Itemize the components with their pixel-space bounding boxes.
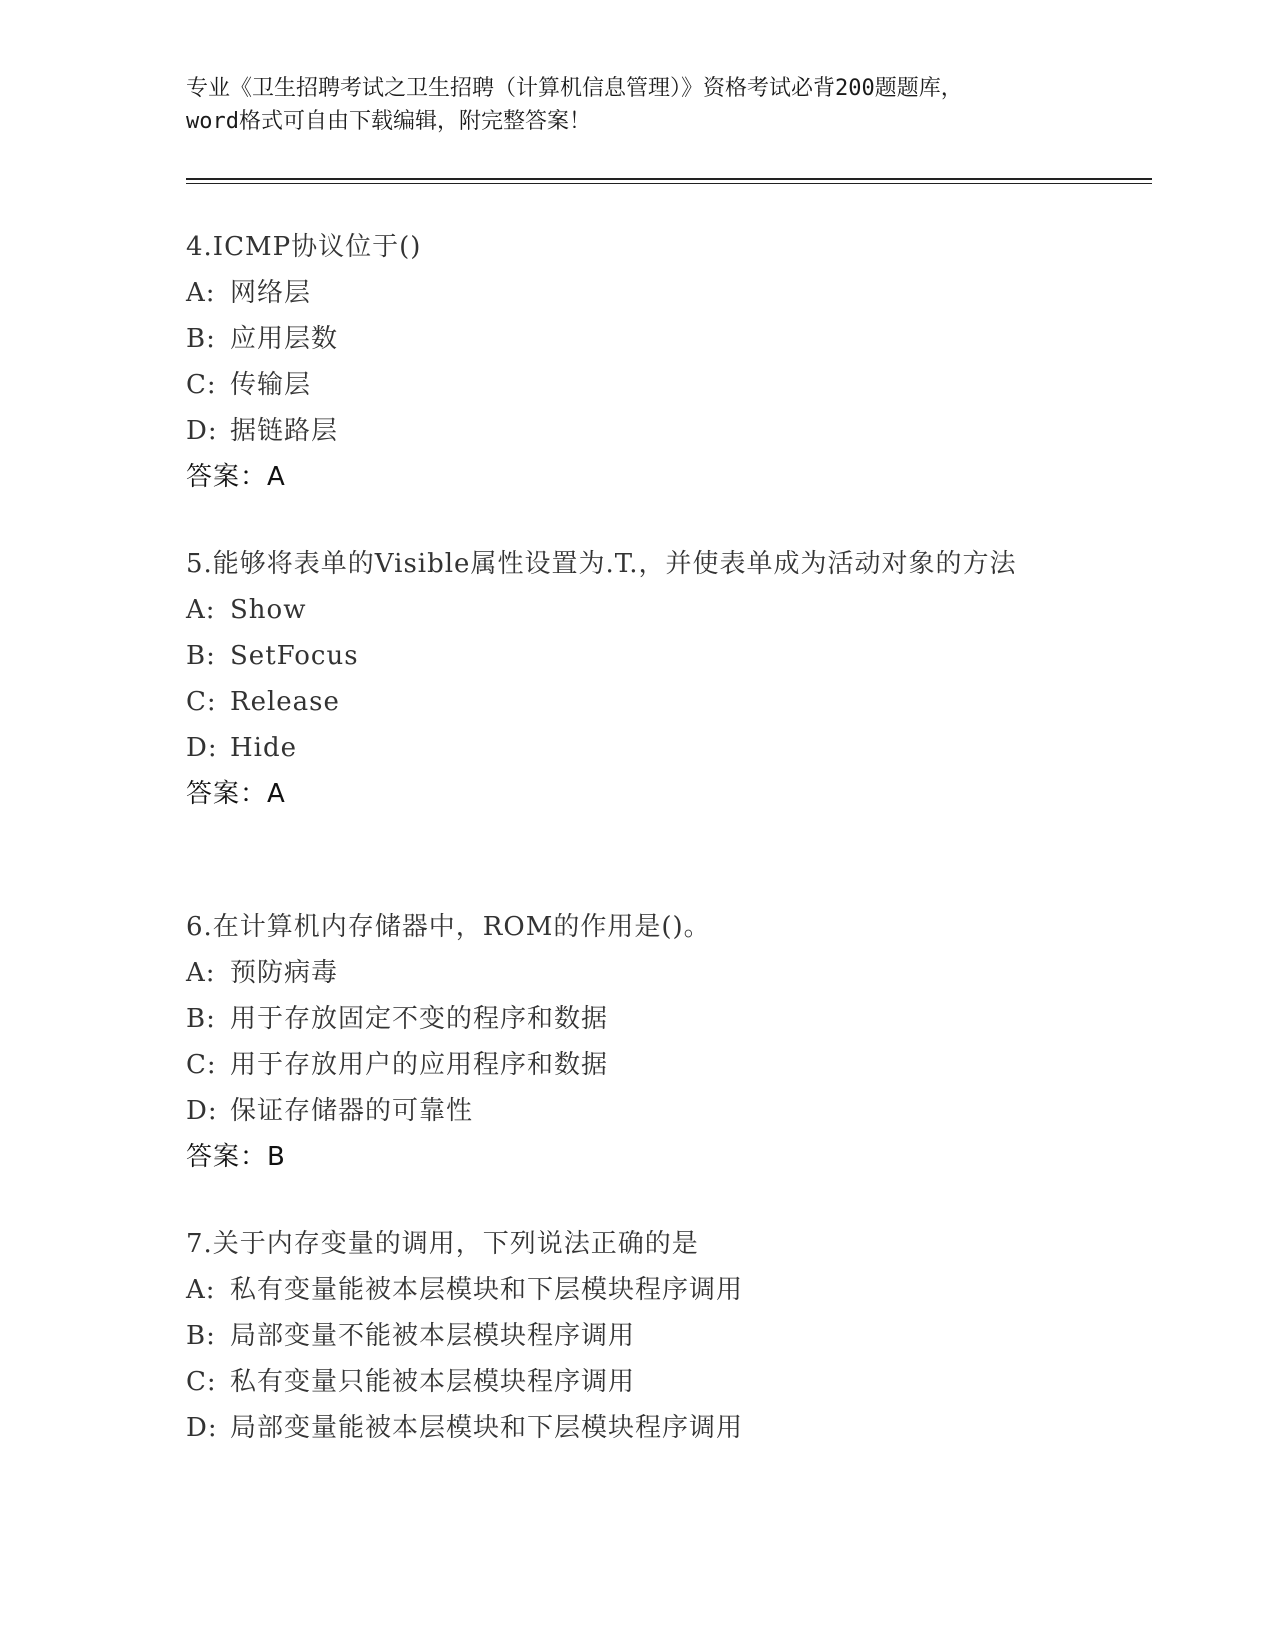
option-text: 保证存储器的可靠性 — [230, 1096, 474, 1126]
question-7 — [186, 1221, 1086, 1451]
option-a — [186, 587, 1066, 633]
option-text: 用于存放用户的应用程序和数据 — [230, 1050, 609, 1080]
option-c — [186, 679, 1066, 725]
option-letter: C: — [186, 370, 217, 400]
option-text: 私有变量只能被本层模块程序调用 — [230, 1367, 636, 1397]
option-b — [186, 996, 1086, 1042]
answer-line: 答案：A — [186, 779, 286, 809]
option-a — [186, 950, 1086, 996]
answer-line: 答案：B — [186, 1142, 286, 1172]
option-text: Show — [230, 595, 307, 625]
option-letter: A: — [186, 958, 216, 988]
option-letter: B: — [186, 324, 216, 354]
answer-line: 答案：A — [186, 462, 286, 492]
question-stem: 4.ICMP协议位于() — [186, 232, 422, 262]
header-divider-thick — [186, 178, 1152, 180]
option-letter: C: — [186, 1367, 217, 1397]
option-letter: D: — [186, 416, 218, 446]
option-d — [186, 1088, 1086, 1134]
option-letter: B: — [186, 641, 216, 671]
question-stem: 6.在计算机内存储器中，ROM的作用是()。 — [186, 912, 711, 942]
option-c — [186, 362, 1086, 408]
option-b — [186, 1313, 1086, 1359]
option-a — [186, 1267, 1086, 1313]
option-text: Release — [230, 687, 340, 717]
option-letter: B: — [186, 1321, 216, 1351]
option-c — [186, 1042, 1086, 1088]
question-6 — [186, 904, 1086, 1180]
option-text: 局部变量不能被本层模块程序调用 — [230, 1321, 636, 1351]
option-text: 局部变量能被本层模块和下层模块程序调用 — [230, 1413, 744, 1443]
option-text: 传输层 — [230, 370, 312, 400]
option-text: 预防病毒 — [230, 958, 339, 988]
option-d — [186, 1405, 1086, 1451]
option-text: 应用层数 — [230, 324, 339, 354]
option-text: 私有变量能被本层模块和下层模块程序调用 — [230, 1275, 744, 1305]
option-text: 据链路层 — [230, 416, 339, 446]
option-b — [186, 316, 1086, 362]
question-stem: 5.能够将表单的Visible属性设置为.T.，并使表单成为活动对象的方法 — [186, 549, 1017, 579]
option-letter: D: — [186, 1413, 218, 1443]
option-letter: A: — [186, 278, 216, 308]
option-letter: C: — [186, 1050, 217, 1080]
option-text: Hide — [230, 733, 298, 763]
option-text: SetFocus — [230, 641, 359, 671]
header-line-2: word格式可自由下载编辑，附完整答案！ — [186, 109, 591, 134]
option-letter: A: — [186, 595, 216, 625]
option-d — [186, 725, 1066, 771]
question-4 — [186, 224, 1086, 500]
option-letter: A: — [186, 1275, 216, 1305]
option-c — [186, 1359, 1086, 1405]
question-stem: 7.关于内存变量的调用，下列说法正确的是 — [186, 1229, 699, 1259]
option-letter: C: — [186, 687, 217, 717]
option-a — [186, 270, 1086, 316]
option-b — [186, 633, 1066, 679]
document-header — [186, 72, 1086, 138]
option-d — [186, 408, 1086, 454]
option-letter: D: — [186, 1096, 218, 1126]
option-text: 用于存放固定不变的程序和数据 — [230, 1004, 609, 1034]
header-divider-thin — [186, 183, 1152, 184]
question-5 — [186, 541, 1066, 817]
header-line-1: 专业《卫生招聘考试之卫生招聘（计算机信息管理）》资格考试必背200题题库， — [186, 76, 963, 101]
option-letter: D: — [186, 733, 218, 763]
option-letter: B: — [186, 1004, 216, 1034]
option-text: 网络层 — [230, 278, 312, 308]
